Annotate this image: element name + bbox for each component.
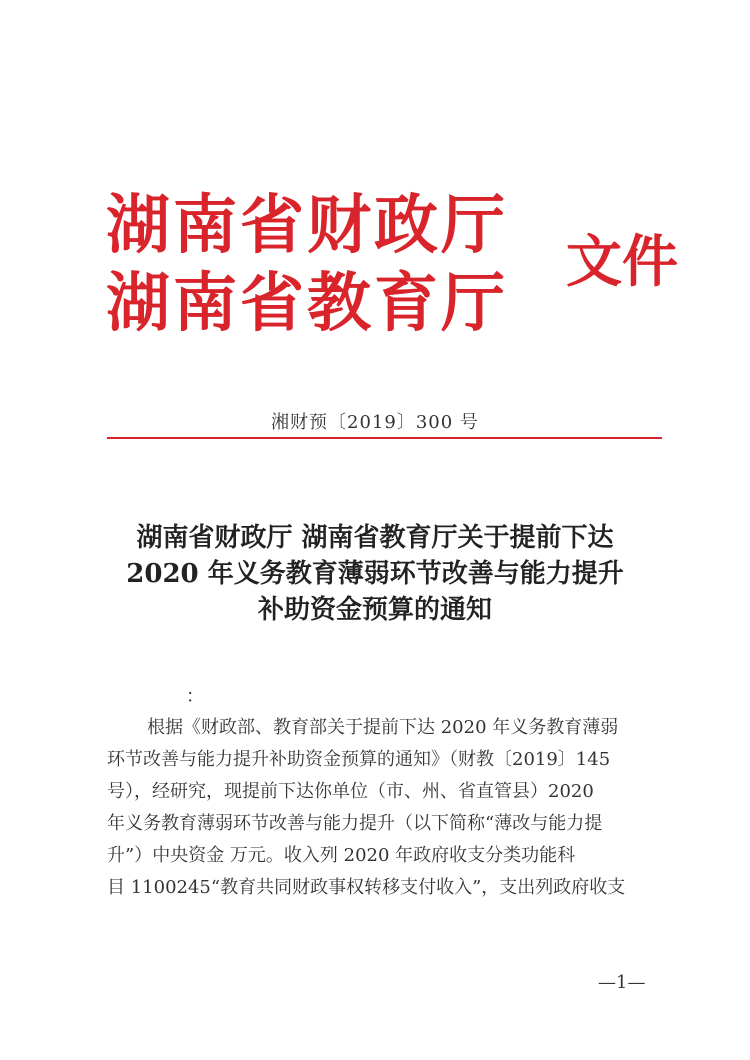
- title-line-1: 湖南省财政厅 湖南省教育厅关于提前下达: [136, 523, 614, 553]
- title-line-2: 2020 年义务教育薄弱环节改善与能力提升: [126, 559, 624, 589]
- masthead-suffix: 文件: [566, 229, 678, 295]
- body-line: 目 1100245“教育共同财政事权转移支付收入”，支出列政府收支: [107, 877, 626, 898]
- document-number: 湘财预〔2019〕300 号: [271, 412, 479, 433]
- body-line: 号），经研究，现提前下达你单位（市、州、省直管县）2020: [107, 781, 594, 802]
- title-line-3: 补助资金预算的通知: [257, 595, 492, 625]
- salutation: ：: [186, 686, 204, 707]
- body-line: 年义务教育薄弱环节改善与能力提升（以下简称“薄改与能力提: [107, 813, 603, 834]
- masthead-org-finance: 湖南省财政厅: [106, 188, 508, 263]
- body-line: 升”）中央资金 万元。收入列 2020 年政府收支分类功能科: [107, 845, 576, 866]
- body-paragraph: [107, 712, 663, 904]
- masthead-org-education: 湖南省教育厅: [106, 266, 508, 341]
- body-line: 环节改善与能力提升补助资金预算的通知》（财教〔2019〕145: [107, 749, 611, 770]
- red-divider: [107, 437, 662, 439]
- document-title: [60, 520, 690, 628]
- page-number: —1—: [598, 972, 646, 993]
- body-line: 根据《财政部、教育部关于提前下达 2020 年义务教育薄弱: [147, 717, 619, 738]
